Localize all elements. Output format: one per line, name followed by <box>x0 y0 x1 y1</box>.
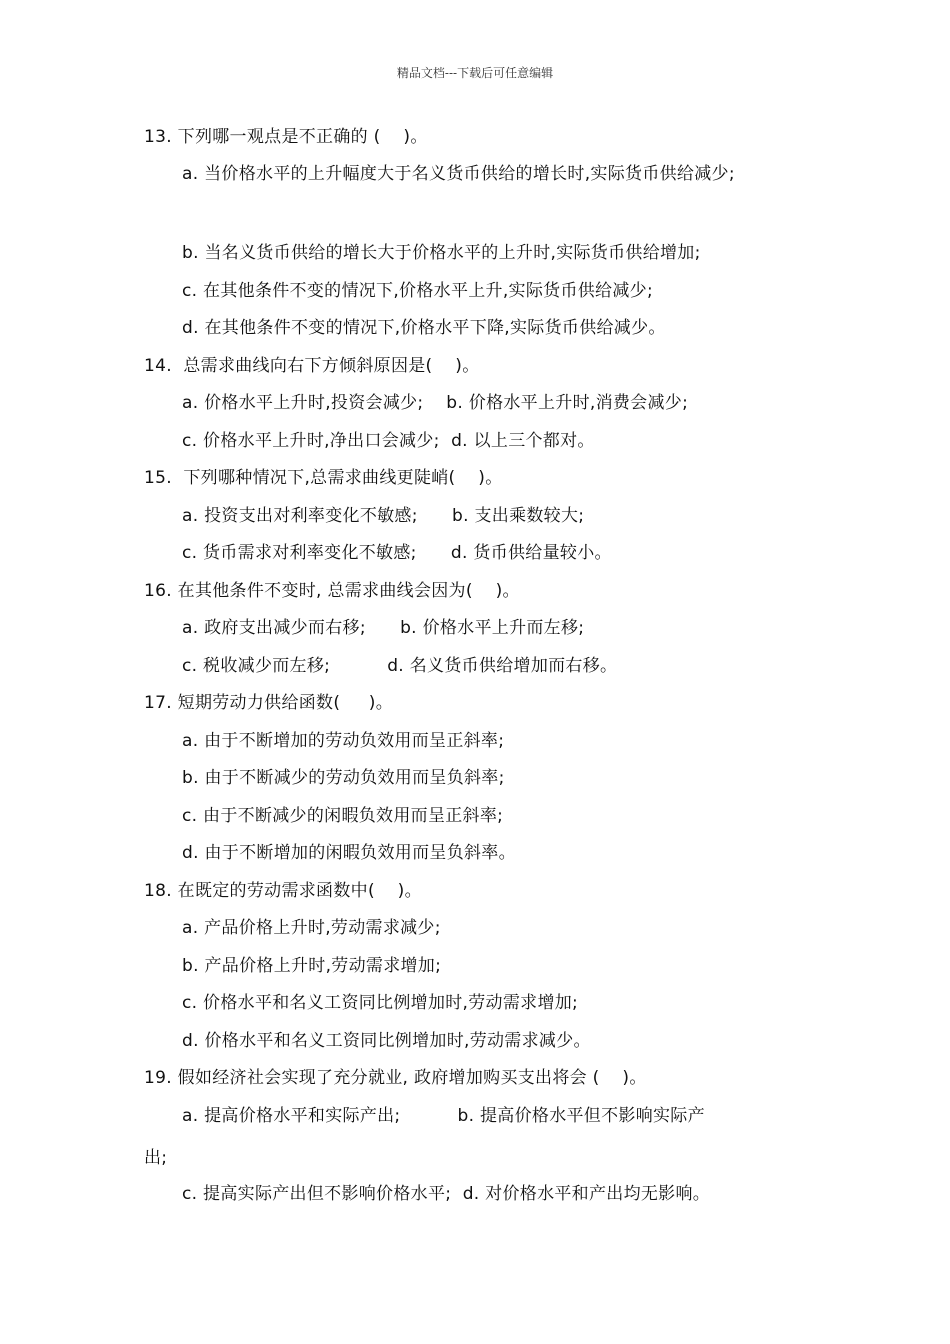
question-14: 14. 总需求曲线向右下方倾斜原因是( )。 <box>144 356 480 376</box>
page-header: 精品文档---下载后可任意编辑 <box>396 66 554 80</box>
option-18b: b. 产品价格上升时,劳动需求增加; <box>182 956 442 976</box>
option-17a: a. 由于不断增加的劳动负效用而呈正斜率; <box>182 731 505 751</box>
question-19: 19. 假如经济社会实现了充分就业, 政府增加购买支出将会 ( )。 <box>144 1068 647 1088</box>
option-17d: d. 由于不断增加的闲暇负效用而呈负斜率。 <box>182 843 516 863</box>
question-13: 13. 下列哪一观点是不正确的 ( )。 <box>144 127 428 147</box>
option-13d: d. 在其他条件不变的情况下,价格水平下降,实际货币供给减少。 <box>182 318 666 338</box>
options-19ab: a. 提高价格水平和实际产出; b. 提高价格水平但不影响实际产 <box>182 1106 705 1126</box>
option-18c: c. 价格水平和名义工资同比例增加时,劳动需求增加; <box>182 993 579 1013</box>
options-15ab: a. 投资支出对利率变化不敏感; b. 支出乘数较大; <box>182 506 585 526</box>
question-17: 17. 短期劳动力供给函数( )。 <box>144 693 394 713</box>
option-18d: d. 价格水平和名义工资同比例增加时,劳动需求减少。 <box>182 1031 591 1051</box>
option-13b: b. 当名义货币供给的增长大于价格水平的上升时,实际货币供给增加; <box>182 243 701 263</box>
options-16cd: c. 税收减少而左移; d. 名义货币供给增加而右移。 <box>182 656 618 676</box>
option-13c: c. 在其他条件不变的情况下,价格水平上升,实际货币供给减少; <box>182 281 653 301</box>
question-18: 18. 在既定的劳动需求函数中( )。 <box>144 881 422 901</box>
question-16: 16. 在其他条件不变时, 总需求曲线会因为( )。 <box>144 581 520 601</box>
option-13a: a. 当价格水平的上升幅度大于名义货币供给的增长时,实际货币供给减少; <box>182 164 735 184</box>
options-16ab: a. 政府支出减少而右移; b. 价格水平上升而左移; <box>182 618 585 638</box>
question-15: 15. 下列哪种情况下,总需求曲线更陡峭( )。 <box>144 468 503 488</box>
options-14ab: a. 价格水平上升时,投资会减少; b. 价格水平上升时,消费会减少; <box>182 393 689 413</box>
options-19b-continued: 出; <box>144 1148 168 1168</box>
option-18a: a. 产品价格上升时,劳动需求减少; <box>182 918 441 938</box>
options-19cd: c. 提高实际产出但不影响价格水平; d. 对价格水平和产出均无影响。 <box>182 1184 711 1204</box>
option-17b: b. 由于不断减少的劳动负效用而呈负斜率; <box>182 768 505 788</box>
option-17c: c. 由于不断减少的闲暇负效用而呈正斜率; <box>182 806 504 826</box>
options-15cd: c. 货币需求对利率变化不敏感; d. 货币供给量较小。 <box>182 543 612 563</box>
options-14cd: c. 价格水平上升时,净出口会减少; d. 以上三个都对。 <box>182 431 595 451</box>
